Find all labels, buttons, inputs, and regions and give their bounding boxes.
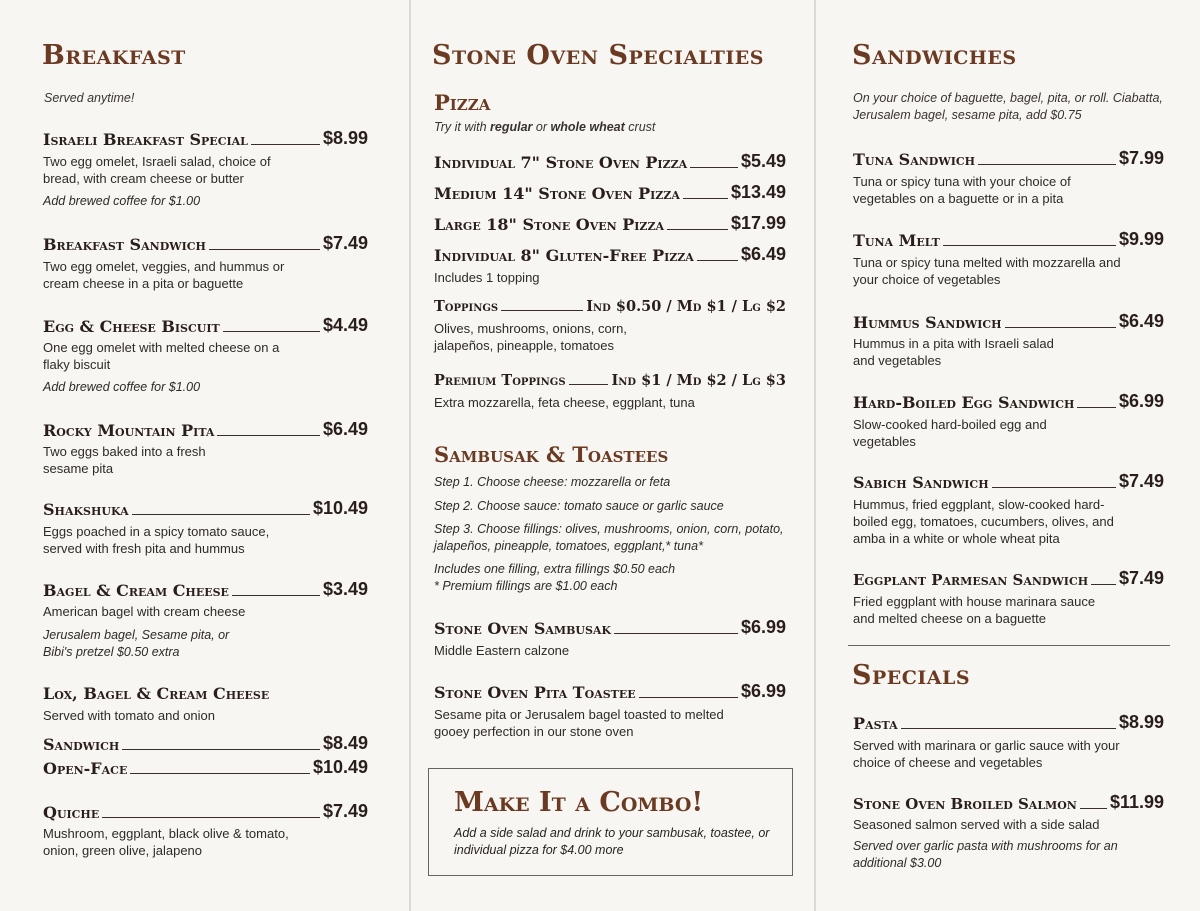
pizza-note: Try it with regular or whole wheat crust — [434, 120, 656, 134]
item-description: Two egg omelet, Israeli salad, choice of bread, with cream cheese or butter — [43, 154, 271, 186]
menu-item: Rocky Mountain Pita $6.49 — [43, 419, 368, 440]
pizza-item: Medium 14" Stone Oven Pizza $13.49 — [434, 182, 786, 203]
sambusak-premium-note: * Premium fillings are $1.00 each — [434, 579, 618, 593]
sambusak-step-2: Step 2. Choose sauce: tomato sauce or garlic sauce — [434, 499, 724, 513]
item-extra: Add brewed coffee for $1.00 — [43, 380, 201, 394]
pizza-item: Large 18" Stone Oven Pizza $17.99 — [434, 213, 786, 234]
item-description: Middle Eastern calzone — [434, 643, 570, 658]
sandwich-item: Hard-Boiled Egg Sandwich $6.99 — [853, 391, 1164, 412]
breakfast-note: Served anytime! — [44, 91, 135, 105]
sandwich-item: Eggplant Parmesan Sandwich $7.49 — [853, 568, 1164, 589]
lox-option: Open-Face $10.49 — [43, 757, 368, 778]
item-extra: Add brewed coffee for $1.00 — [43, 194, 201, 208]
menu-item: Bagel & Cream Cheese $3.49 — [43, 579, 368, 600]
item-description: One egg omelet with melted cheese on a flaky biscuit — [43, 340, 280, 372]
menu-item: Quiche $7.49 — [43, 801, 368, 822]
menu-item: Breakfast Sandwich $7.49 — [43, 233, 368, 254]
breakfast-panel — [0, 0, 410, 911]
sandwich-item: Tuna Melt $9.99 — [853, 229, 1164, 250]
sambusak-step-3: Step 3. Choose fillings: olives, mushrooms, onion, corn, potato, jalapeños, pineapple, tomatoes, eggplant,* tuna* — [434, 522, 784, 553]
combo-box — [428, 768, 793, 876]
specials-title: Specials — [852, 660, 971, 691]
item-description: Hummus in a pita with Israeli salad and vegetables — [853, 336, 1054, 368]
item-description: Two egg omelet, veggies, and hummus or cream cheese in a pita or baguette — [43, 259, 285, 291]
item-description: American bagel with cream cheese — [43, 604, 246, 619]
sandwich-item: Hummus Sandwich $6.49 — [853, 311, 1164, 332]
pizza-item: Individual 7" Stone Oven Pizza $5.49 — [434, 151, 786, 172]
item-description: Sesame pita or Jerusalem bagel toasted to melted gooey perfection in our stone oven — [434, 707, 724, 739]
special-item: Pasta $8.99 — [853, 712, 1164, 733]
toastee-item: Stone Oven Pita Toastee $6.99 — [434, 681, 786, 702]
sambusak-title: Sambusak & Toastees — [434, 442, 669, 467]
item-extra: Served over garlic pasta with mushrooms for an additional $3.00 — [853, 839, 1118, 870]
item-description: Tuna or spicy tuna with your choice of vegetables on a baguette or in a pita — [853, 174, 1071, 206]
sambusak-item: Stone Oven Sambusak $6.99 — [434, 617, 786, 638]
item-description: Slow-cooked hard-boiled egg and vegetables — [853, 417, 1047, 449]
sambusak-fill-note: Includes one filling, extra fillings $0.50 each — [434, 562, 676, 576]
item-description: Hummus, fried eggplant, slow-cooked hard-boiled egg, tomatoes, cucumbers, olives, and amba in a white or whole wheat pita — [853, 497, 1114, 546]
sandwiches-note: On your choice of baguette, bagel, pita, or roll. Ciabatta, Jerusalem bagel, sesame pita, add $0.75 — [853, 91, 1163, 122]
breakfast-title: Breakfast — [42, 40, 186, 71]
sandwich-item: Tuna Sandwich $7.99 — [853, 148, 1164, 169]
item-description: Seasoned salmon served with a side salad — [853, 817, 1100, 832]
item-description: Two eggs baked into a fresh sesame pita — [43, 444, 206, 476]
premium-toppings-row: Premium Toppings Ind $1 / Md $2 / Lg $3 — [434, 372, 786, 389]
pizza-includes: Includes 1 topping — [434, 270, 540, 285]
item-description: Mushroom, eggplant, black olive & tomato, onion, green olive, jalapeno — [43, 826, 289, 858]
menu-item: Egg & Cheese Biscuit $4.49 — [43, 315, 368, 336]
sambusak-step-1: Step 1. Choose cheese: mozzarella or feta — [434, 475, 671, 489]
toppings-row: Toppings Ind $0.50 / Md $1 / Lg $2 — [434, 298, 786, 315]
combo-title: Make It a Combo! — [454, 787, 704, 818]
lox-description: Served with tomato and onion — [43, 708, 215, 723]
sandwiches-title: Sandwiches — [852, 40, 1017, 71]
menu-item: Shakshuka $10.49 — [43, 498, 368, 519]
item-description: Eggs poached in a spicy tomato sauce, served with fresh pita and hummus — [43, 524, 270, 556]
lox-option: Sandwich $8.49 — [43, 733, 368, 754]
fold-line-right — [814, 0, 816, 911]
pizza-item: Individual 8" Gluten-Free Pizza $6.49 — [434, 244, 786, 265]
divider — [848, 645, 1170, 646]
item-description: Fried eggplant with house marinara sauce and melted cheese on a baguette — [853, 594, 1096, 626]
stone-oven-title: Stone Oven Specialties — [432, 40, 765, 71]
lox-heading: Lox, Bagel & Cream Cheese — [43, 684, 270, 703]
sandwich-item: Sabich Sandwich $7.49 — [853, 471, 1164, 492]
item-description: Tuna or spicy tuna melted with mozzarella and your choice of vegetables — [853, 255, 1121, 287]
item-description: Served with marinara or garlic sauce with your choice of cheese and vegetables — [853, 738, 1120, 770]
menu-item: Israeli Breakfast Special $8.99 — [43, 128, 368, 149]
premium-toppings-description: Extra mozzarella, feta cheese, eggplant, tuna — [434, 395, 695, 410]
pizza-title: Pizza — [434, 90, 491, 115]
combo-text: Add a side salad and drink to your sambusak, toastee, or individual pizza for $4.00 more — [454, 826, 770, 857]
special-item: Stone Oven Broiled Salmon $11.99 — [853, 792, 1164, 813]
item-extra: Jerusalem bagel, Sesame pita, or Bibi's pretzel $0.50 extra — [43, 628, 230, 659]
toppings-description: Olives, mushrooms, onions, corn, jalapeños, pineapple, tomatoes — [434, 321, 627, 353]
